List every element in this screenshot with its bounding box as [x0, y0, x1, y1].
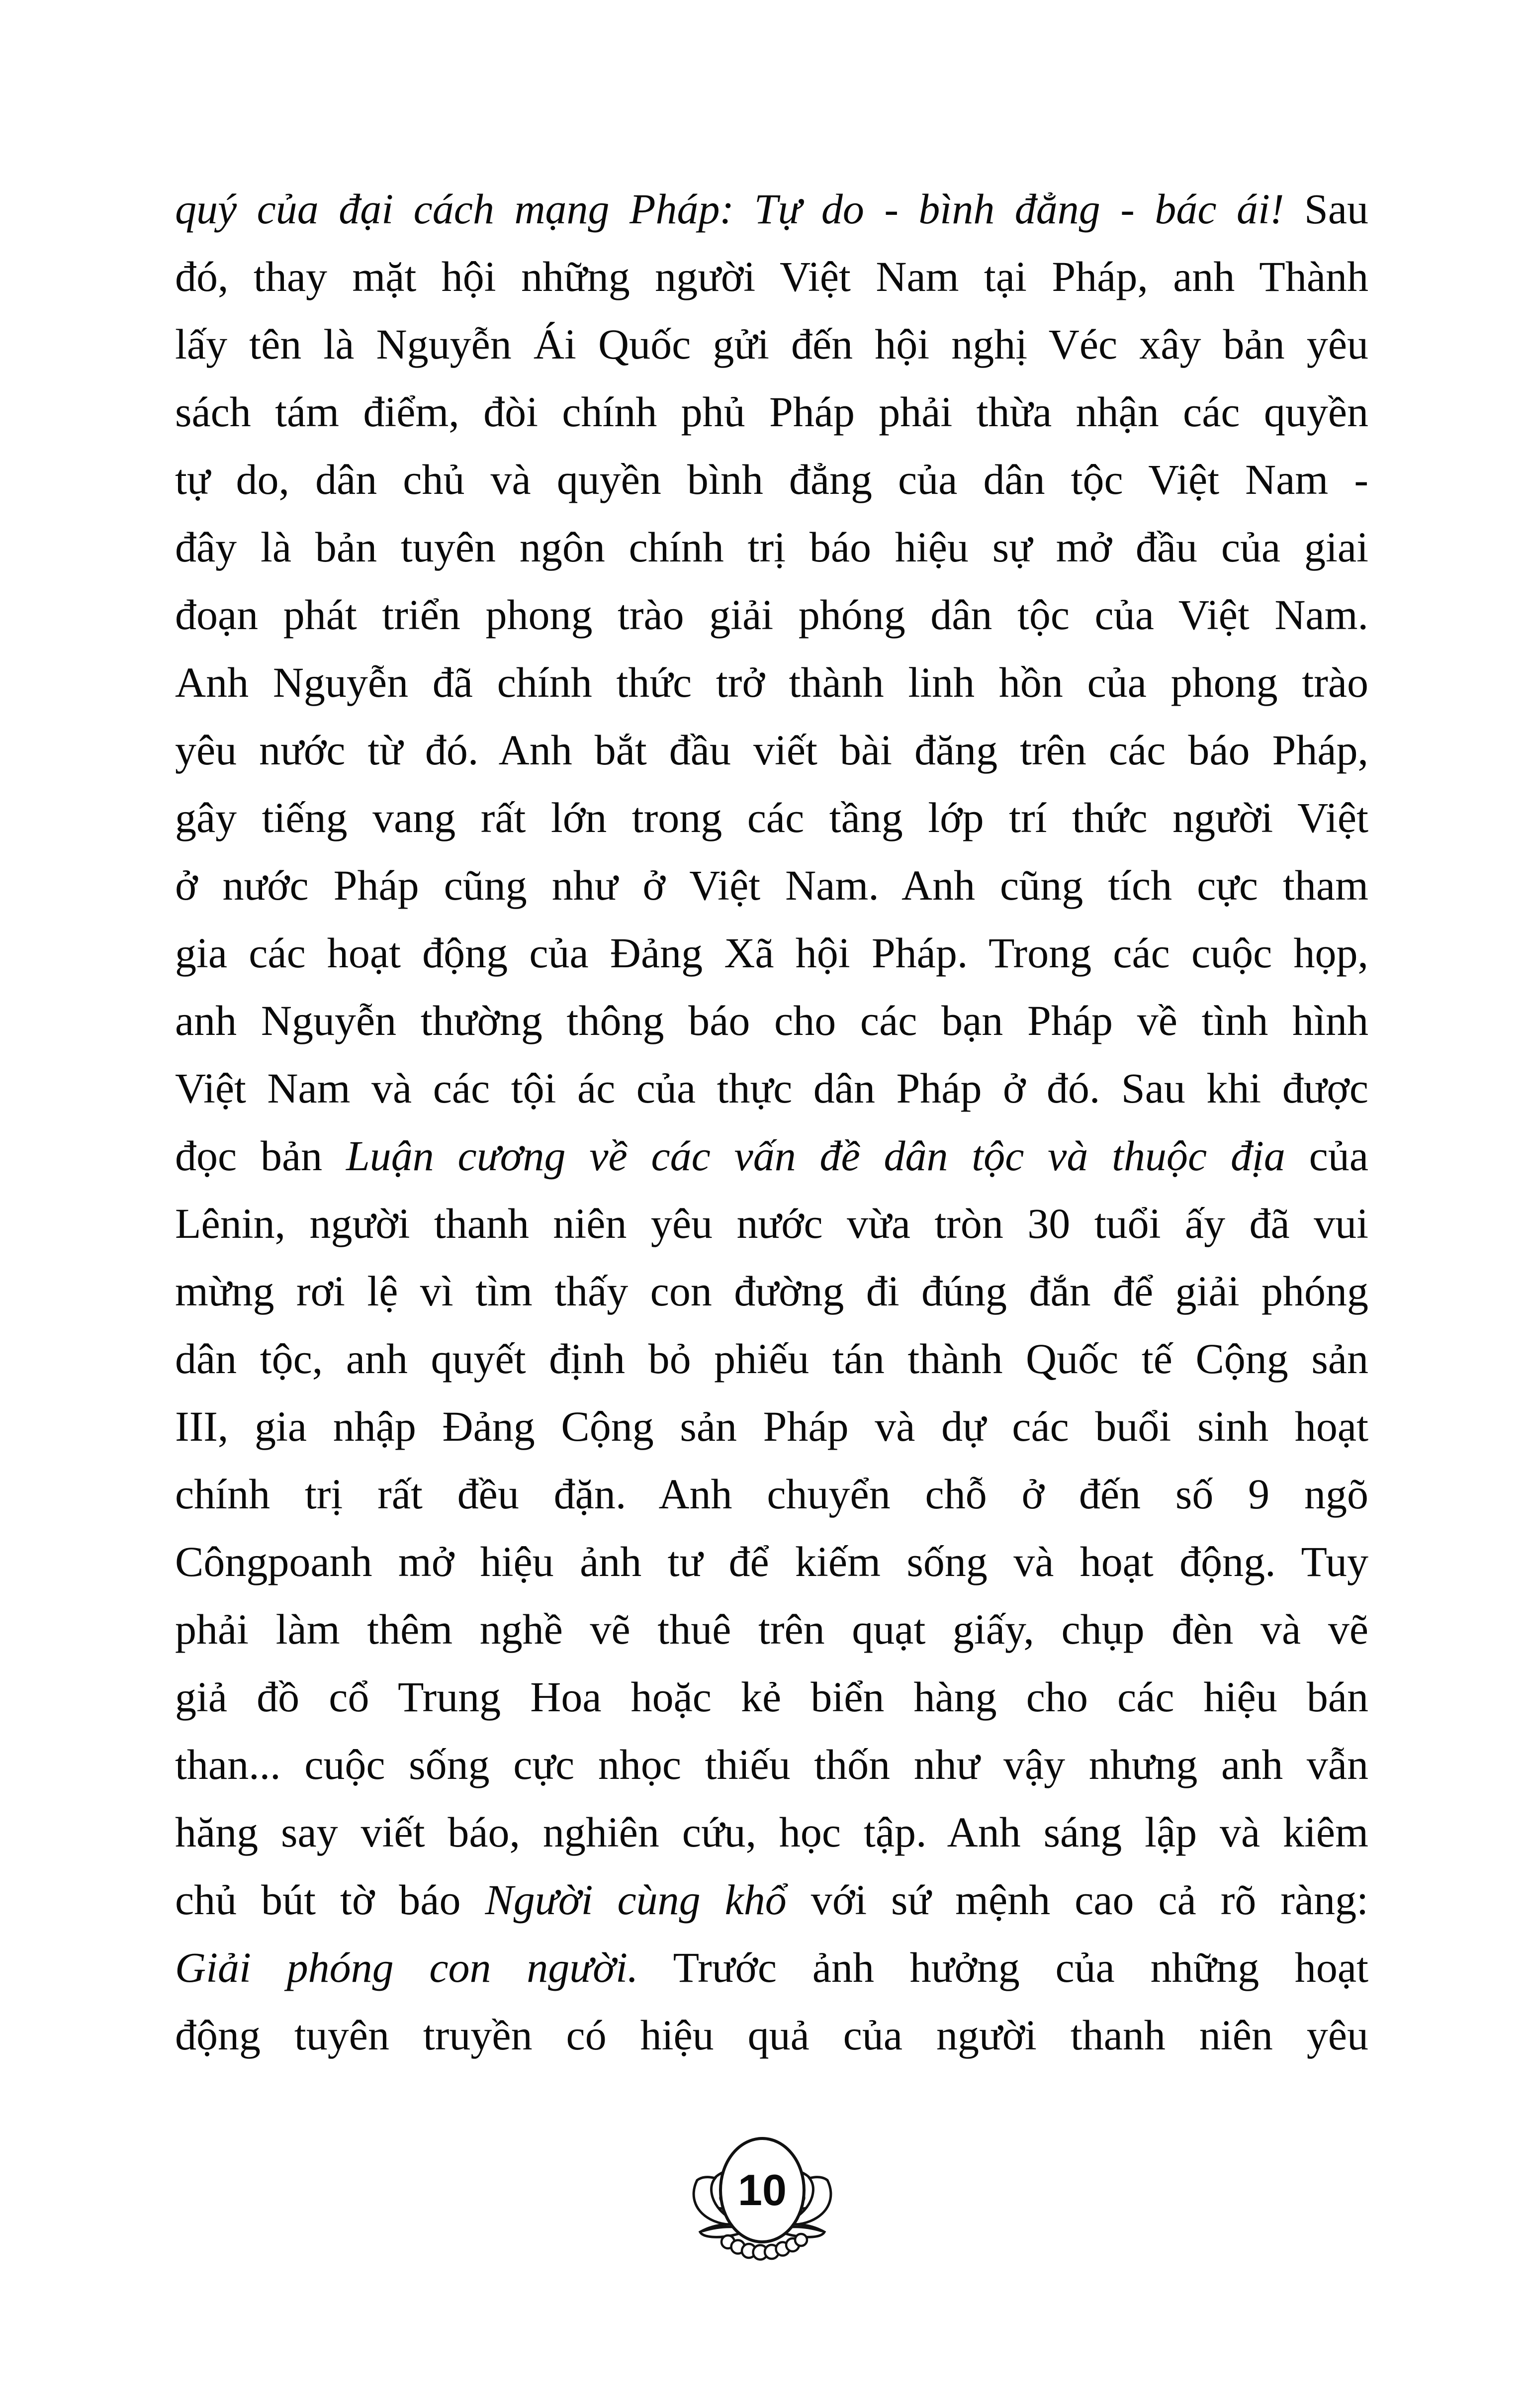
text-line — [175, 1528, 1368, 1595]
text-segment: ở nước Pháp cũng như ở Việt Nam. Anh cũng tích cực tham — [175, 861, 1368, 909]
text-segment: đoạn phát triển phong trào giải phóng dân tộc của Việt Nam. — [175, 591, 1368, 639]
text-segment: động tuyên truyền có hiệu quả của người thanh niên yêu — [175, 2011, 1368, 2059]
text-line — [175, 175, 1368, 243]
text-segment: than... cuộc sống cực nhọc thiếu thốn như vậy nhưng anh vẫn — [175, 1741, 1368, 1788]
italic-text-segment: Người cùng khổ — [485, 1876, 787, 1924]
text-segment: sách tám điểm, đòi chính phủ Pháp phải thừa nhận các quyền — [175, 388, 1368, 436]
text-line — [175, 513, 1368, 581]
text-line — [175, 1054, 1368, 1122]
text-line — [175, 1866, 1368, 1934]
text-segment: III, gia nhập Đảng Cộng sản Pháp và dự các buổi sinh hoạt — [175, 1402, 1368, 1450]
text-segment: Trước ảnh hưởng của những hoạt — [638, 1944, 1368, 1991]
page-number: 10 — [738, 2165, 787, 2215]
text-segment: anh Nguyễn thường thông báo cho các bạn Pháp về tình hình — [175, 997, 1368, 1044]
text-segment: Côngpoanh mở hiệu ảnh tư để kiếm sống và hoạt động. Tuy — [175, 1538, 1368, 1585]
text-segment: chính trị rất đều đặn. Anh chuyển chỗ ở đến số 9 ngõ — [175, 1470, 1368, 1518]
text-segment: mừng rơi lệ vì tìm thấy con đường đi đúng đắn để giải phóng — [175, 1267, 1368, 1315]
text-segment: đây là bản tuyên ngôn chính trị báo hiệu sự mở đầu của giai — [175, 523, 1368, 571]
text-segment: lấy tên là Nguyễn Ái Quốc gửi đến hội nghị Véc xây bản yêu — [175, 320, 1368, 368]
text-segment: gia các hoạt động của Đảng Xã hội Pháp. Trong các cuộc họp, — [175, 929, 1368, 977]
text-line — [175, 1122, 1368, 1190]
text-line — [175, 851, 1368, 919]
text-segment: hăng say viết báo, nghiên cứu, học tập. Anh sáng lập và kiêm — [175, 1808, 1368, 1856]
text-line — [175, 243, 1368, 310]
italic-text-segment: Giải phóng con người. — [175, 1944, 638, 1991]
text-line — [175, 1257, 1368, 1325]
text-line — [175, 987, 1368, 1054]
page-text-block — [175, 175, 1368, 2069]
text-line — [175, 310, 1368, 378]
text-line — [175, 1392, 1368, 1460]
text-line — [175, 716, 1368, 784]
text-line — [175, 581, 1368, 648]
text-segment: Lênin, người thanh niên yêu nước vừa tròn 30 tuổi ấy đã vui — [175, 1200, 1368, 1247]
text-segment: của — [1285, 1132, 1369, 1180]
italic-text-segment: Luận cương về các vấn đề dân tộc và thuộc địa — [346, 1132, 1285, 1180]
text-line — [175, 446, 1368, 513]
text-segment: Sau — [1284, 185, 1368, 233]
text-segment: với sứ mệnh cao cả rõ ràng: — [786, 1876, 1369, 1924]
text-line — [175, 1325, 1368, 1392]
text-segment: đó, thay mặt hội những người Việt Nam tại Pháp, anh Thành — [175, 253, 1368, 300]
text-line — [175, 1460, 1368, 1528]
text-line — [175, 2001, 1368, 2069]
text-segment: giả đồ cổ Trung Hoa hoặc kẻ biển hàng cho các hiệu bán — [175, 1673, 1368, 1721]
text-line — [175, 919, 1368, 987]
text-segment: chủ bút tờ báo — [175, 1876, 485, 1924]
text-line — [175, 1663, 1368, 1731]
text-line — [175, 1934, 1368, 2001]
text-segment: Việt Nam và các tội ác của thực dân Pháp ở đó. Sau khi được — [175, 1064, 1368, 1112]
text-line — [175, 378, 1368, 446]
text-segment: yêu nước từ đó. Anh bắt đầu viết bài đăng trên các báo Pháp, — [175, 726, 1368, 774]
text-segment: tự do, dân chủ và quyền bình đẳng của dân tộc Việt Nam - — [175, 456, 1368, 503]
text-line — [175, 1595, 1368, 1663]
text-segment: gây tiếng vang rất lớn trong các tầng lớp trí thức người Việt — [175, 794, 1368, 841]
text-segment: đọc bản — [175, 1132, 346, 1180]
text-line — [175, 1798, 1368, 1866]
page-ornament-graphic — [685, 2132, 839, 2272]
text-line — [175, 648, 1368, 716]
italic-text-segment: quý của đại cách mạng Pháp: Tự do - bình đẳng - bác ái! — [175, 185, 1284, 233]
text-segment: dân tộc, anh quyết định bỏ phiếu tán thành Quốc tế Cộng sản — [175, 1335, 1368, 1383]
text-line — [175, 784, 1368, 851]
text-segment: Anh Nguyễn đã chính thức trở thành linh hồn của phong trào — [175, 658, 1368, 706]
text-segment: phải làm thêm nghề vẽ thuê trên quạt giấy, chụp đèn và vẽ — [175, 1605, 1368, 1653]
text-line — [175, 1731, 1368, 1798]
text-line — [175, 1190, 1368, 1257]
page-number-ornament — [685, 2132, 839, 2272]
